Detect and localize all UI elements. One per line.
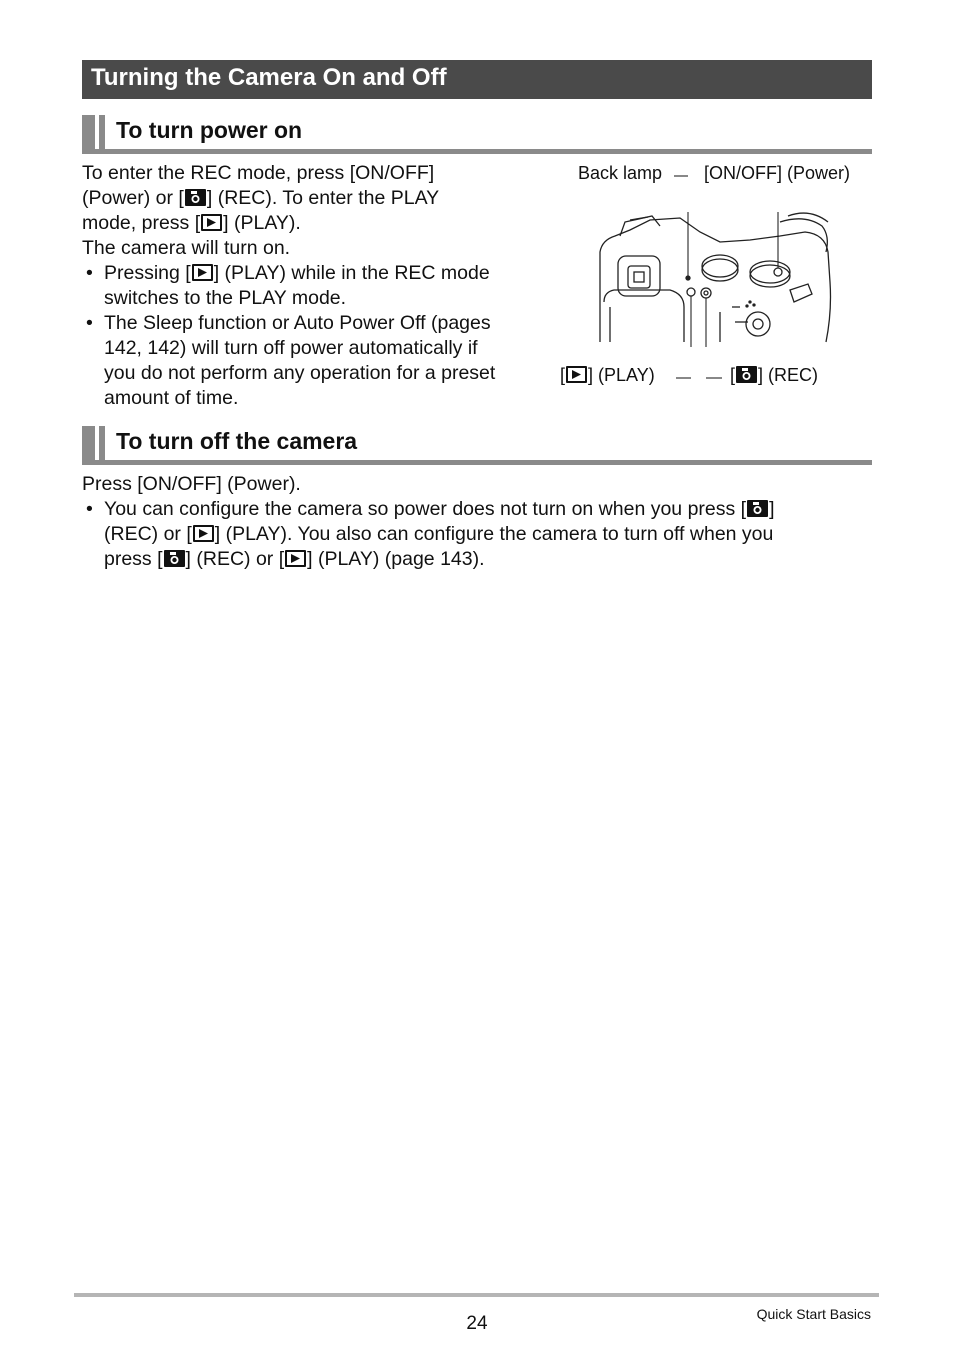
text-line: press [ ] (REC) or [ ] (PLAY) (page 143).	[104, 548, 485, 570]
text-line: 142, 142) will turn off power automatically if	[104, 337, 478, 359]
play-icon	[285, 550, 306, 567]
footer-section-label: Quick Start Basics	[756, 1306, 871, 1322]
bullet-mark: •	[86, 498, 93, 520]
camera-icon	[164, 550, 185, 567]
text-line: amount of time.	[104, 387, 239, 409]
callout-rec-button: [ ] (REC)	[730, 365, 819, 385]
text-line: you do not perform any operation for a preset	[104, 362, 496, 384]
callout-leader	[700, 368, 730, 384]
section-header-power-off	[82, 426, 872, 464]
camera-icon	[736, 366, 757, 383]
text-line: The camera will turn on.	[82, 237, 291, 259]
bullet-mark: •	[86, 312, 93, 334]
camera-icon	[185, 189, 206, 206]
play-icon	[193, 525, 214, 542]
text-line: To enter the REC mode, press [ON/OFF]	[82, 162, 435, 184]
footer-rule	[74, 1293, 879, 1297]
camera-icon	[747, 500, 768, 517]
section-title-power-off: To turn off the camera	[116, 428, 358, 454]
callout-play-button: [ ] (PLAY)	[560, 365, 655, 385]
callout-leader	[670, 170, 700, 180]
section-header-power-on	[82, 115, 872, 153]
section-title-power-on: To turn power on	[116, 117, 303, 143]
text-line: (Power) or [ ] (REC). To enter the PLAY	[82, 187, 440, 209]
text-line: Pressing [ ] (PLAY) while in the REC mode	[104, 262, 490, 284]
text-line: mode, press [ ] (PLAY).	[82, 212, 301, 234]
text-line: (REC) or [ ] (PLAY). You also can configure the camera to turn off when you	[104, 523, 774, 545]
play-icon	[192, 264, 213, 281]
text-line: switches to the PLAY mode.	[104, 287, 347, 309]
text-line: Press [ON/OFF] (Power).	[82, 473, 301, 495]
text-line: You can configure the camera so power does not turn on when you press [ ]	[104, 498, 775, 520]
callout-back-lamp: Back lamp	[578, 163, 663, 183]
page-title: Turning the Camera On and Off	[91, 64, 447, 91]
play-icon	[566, 366, 587, 383]
page-title-bar	[82, 60, 872, 99]
callout-power-button: [ON/OFF] (Power)	[704, 163, 851, 183]
bullet-mark: •	[86, 262, 93, 284]
play-icon	[201, 214, 222, 231]
page-number: 24	[466, 1313, 488, 1334]
camera-illustration	[590, 212, 840, 347]
text-line: The Sleep function or Auto Power Off (pages	[104, 312, 491, 334]
callout-leader	[670, 368, 700, 384]
